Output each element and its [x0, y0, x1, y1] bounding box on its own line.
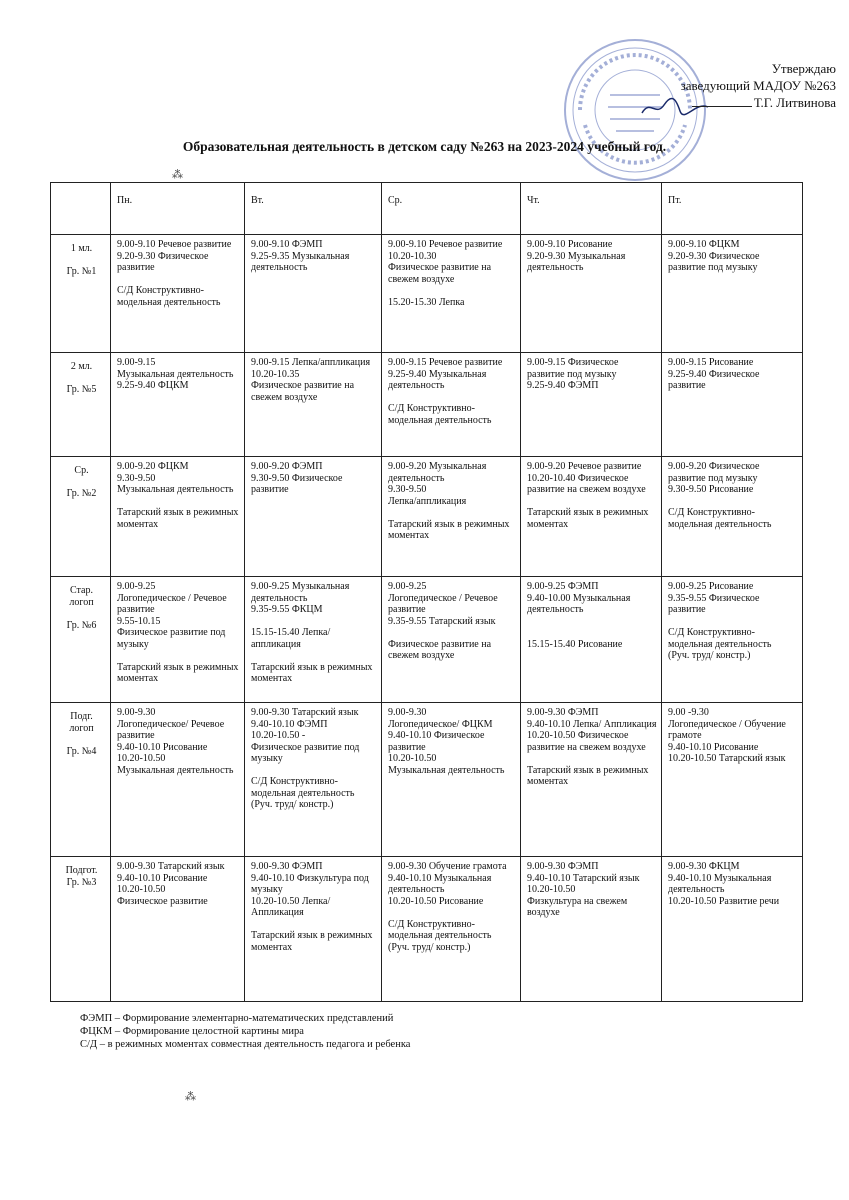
- schedule-cell: [245, 457, 382, 577]
- schedule-text: 9.00-9.15 Речевое развитие 9.25-9.40 Музыкальная деятельность С/Д Конструктивно-модельная деятельность: [388, 357, 503, 426]
- schedule-cell: [382, 857, 521, 1002]
- schedule-text: 9.00-9.15 Музыкальная деятельность 9.25-9.40 ФЦКМ: [117, 357, 234, 391]
- schedule-text: 9.00-9.25 Логопедическое / Речевое развитие 9.35-9.55 Татарский язык Физическое развитие на свежем воздухе: [388, 581, 498, 661]
- schedule-text: 9.00-9.30 Обучение грамота 9.40-10.10 Музыкальная деятельность 10.20-10.50 Рисование С/Д Конструктивно-модельная деятельность (Руч. труд/ констр.): [388, 861, 507, 953]
- schedule-cell: [111, 235, 245, 353]
- group-cell: [51, 857, 111, 1002]
- schedule-cell: [662, 235, 803, 353]
- page-title: Образовательная деятельность в детском саду №263 на 2023-2024 учебный год.: [182, 139, 667, 154]
- table-header-row: [51, 183, 803, 235]
- group-cell: [51, 457, 111, 577]
- header-day: Чт.: [521, 183, 662, 235]
- schedule-text: 9.00-9.25 Музыкальная деятельность 9.35-9.55 ФКЦМ 15.15-15.40 Лепка/аппликация Татарский язык в режимных моментах: [251, 581, 373, 684]
- schedule-cell: [382, 353, 521, 457]
- schedule-cell: [521, 577, 662, 703]
- group-cell: [51, 703, 111, 857]
- schedule-text: 9.00-9.30 ФЭМП 9.40-10.10 Татарский язык 10.20-10.50 Физкультура на свежем воздухе: [527, 861, 640, 918]
- group-label: Стар. логоп Гр. №6: [66, 585, 97, 631]
- schedule-text: 9.00-9.20 Речевое развитие 10.20-10.40 Физическое развитие на свежем воздухе Татарский язык в режимных моментах: [527, 461, 649, 530]
- schedule-text: 9.00-9.10 ФЦКМ 9.20-9.30 Физическое развитие под музыку: [668, 239, 760, 273]
- schedule-cell: [111, 353, 245, 457]
- header-day: Ср.: [382, 183, 521, 235]
- legend-item: ФЦКМ – Формирование целостной картины мира: [80, 1026, 304, 1037]
- schedule-text: 9.00-9.30 ФКЦМ 9.40-10.10 Музыкальная деятельность 10.20-10.50 Развитие речи: [668, 861, 780, 907]
- header-day: Пн.: [111, 183, 245, 235]
- table-row: [51, 353, 803, 457]
- group-label: Подг. логоп Гр. №4: [66, 711, 97, 757]
- header-day: Пт.: [662, 183, 803, 235]
- schedule-table: [50, 182, 803, 1002]
- group-cell: [51, 235, 111, 353]
- legend-item: ФЭМП – Формирование элементарно-математических представлений: [80, 1013, 394, 1024]
- approval-signatory: [636, 94, 836, 111]
- schedule-cell: [245, 703, 382, 857]
- schedule-text: 9.00-9.30 Татарский язык 9.40-10.10 ФЭМП 10.20-10.50 - Физическое развитие под музыку С/Д Конструктивно-модельная деятельность (Руч. труд/ констр.): [251, 707, 360, 810]
- scan-mark: ⁂: [172, 169, 183, 181]
- schedule-cell: [662, 457, 803, 577]
- schedule-cell: [521, 353, 662, 457]
- schedule-text: 9.00-9.30 Татарский язык 9.40-10.10 Рисование 10.20-10.50 Физическое развитие: [117, 861, 225, 907]
- group-cell: [51, 577, 111, 703]
- schedule-cell: [662, 857, 803, 1002]
- schedule-cell: [382, 577, 521, 703]
- schedule-cell: [111, 457, 245, 577]
- schedule-cell: [382, 703, 521, 857]
- schedule-text: 9.00-9.25 Логопедическое / Речевое развитие 9.55-10.15 Физическое развитие под музыку Татарский язык в режимных моментах: [117, 581, 239, 684]
- table-row: [51, 235, 803, 353]
- group-cell: [51, 353, 111, 457]
- schedule-cell: [245, 353, 382, 457]
- schedule-text: 9.00-9.15 Лепка/аппликация 10.20-10.35 Физическое развитие на свежем воздухе: [251, 357, 371, 403]
- group-label: Подгот. Гр. №3: [65, 865, 98, 888]
- schedule-cell: [245, 857, 382, 1002]
- schedule-cell: [111, 577, 245, 703]
- schedule-text: 9.00-9.10 ФЭМП 9.25-9.35 Музыкальная деятельность: [251, 239, 350, 273]
- legend-item: С/Д – в режимных моментах совместная деятельность педагога и ребенка: [80, 1039, 411, 1050]
- header-group: [51, 183, 111, 235]
- header-day: Вт.: [245, 183, 382, 235]
- approval-name: Т.Г. Литвинова: [753, 95, 836, 110]
- schedule-text: 9.00-9.30 Логопедическое/ Речевое развитие 9.40-10.10 Рисование 10.20-10.50 Музыкальная деятельность: [117, 707, 234, 776]
- schedule-cell: [521, 457, 662, 577]
- schedule-text: 9.00-9.10 Рисование 9.20-9.30 Музыкальная деятельность: [527, 239, 626, 273]
- schedule-cell: [111, 703, 245, 857]
- schedule-cell: [521, 235, 662, 353]
- schedule-cell: [662, 703, 803, 857]
- approval-heading: Утверждаю: [771, 61, 836, 76]
- table-row: [51, 577, 803, 703]
- schedule-cell: [245, 577, 382, 703]
- approval-block: [636, 60, 836, 111]
- schedule-text: 9.00-9.25 ФЭМП 9.40-10.00 Музыкальная деятельность 15.15-15.40 Рисование: [527, 581, 631, 650]
- schedule-cell: [662, 577, 803, 703]
- schedule-cell: [662, 353, 803, 457]
- schedule-text: 9.00-9.30 Логопедическое/ ФЦКМ 9.40-10.10 Физическое развитие 10.20-10.50 Музыкальная деятельность: [388, 707, 505, 776]
- schedule-text: 9.00-9.30 ФЭМП 9.40-10.10 Физкультура под музыку 10.20-10.50 Лепка/ Аппликация Татарский язык в режимных моментах: [251, 861, 373, 953]
- schedule-cell: [245, 235, 382, 353]
- schedule-cell: [382, 457, 521, 577]
- schedule-cell: [111, 857, 245, 1002]
- schedule-text: 9.00-9.15 Физическое развитие под музыку 9.25-9.40 ФЭМП: [527, 357, 619, 391]
- table-row: [51, 703, 803, 857]
- table-row: [51, 857, 803, 1002]
- schedule-text: 9.00 -9.30 Логопедическое / Обучение грамоте 9.40-10.10 Рисование 10.20-10.50 Татарский язык: [668, 707, 786, 764]
- schedule-text: 9.00-9.20 Музыкальная деятельность 9.30-9.50 Лепка/аппликация Татарский язык в режимных моментах: [388, 461, 510, 541]
- schedule-text: 9.00-9.20 ФЦКМ 9.30-9.50 Музыкальная деятельность Татарский язык в режимных моментах: [117, 461, 239, 530]
- schedule-text: 9.00-9.20 Физическое развитие под музыку 9.30-9.50 Рисование С/Д Конструктивно-модельная деятельность: [668, 461, 772, 530]
- scan-mark: ⁂: [185, 1091, 196, 1103]
- schedule-text: 9.00-9.15 Рисование 9.25-9.40 Физическое развитие: [668, 357, 760, 391]
- schedule-text: 9.00-9.25 Рисование 9.35-9.55 Физическое развитие С/Д Конструктивно-модельная деятельность (Руч. труд/ констр.): [668, 581, 772, 661]
- group-label: 2 мл. Гр. №5: [66, 361, 97, 395]
- schedule-text: 9.00-9.10 Речевое развитие 9.20-9.30 Физическое развитие С/Д Конструктивно-модельная деятельность: [117, 239, 232, 308]
- group-label: 1 мл. Гр. №1: [66, 243, 97, 277]
- table-row: [51, 457, 803, 577]
- schedule-text: 9.00-9.20 ФЭМП 9.30-9.50 Физическое развитие: [251, 461, 343, 495]
- schedule-text: 9.00-9.10 Речевое развитие 10.20-10.30 Физическое развитие на свежем воздухе 15.20-15.30 Лепка: [388, 239, 503, 308]
- schedule-cell: [382, 235, 521, 353]
- schedule-cell: [521, 857, 662, 1002]
- schedule-text: 9.00-9.30 ФЭМП 9.40-10.10 Лепка/ Аппликация 10.20-10.50 Физическое развитие на свежем воздухе Татарский язык в режимных моментах: [527, 707, 657, 787]
- abbreviations-legend: [80, 1012, 410, 1051]
- signature-line: [692, 106, 752, 107]
- schedule-cell: [521, 703, 662, 857]
- approval-position: заведующий МАДОУ №263: [680, 78, 836, 93]
- group-label: Ср. Гр. №2: [66, 465, 97, 499]
